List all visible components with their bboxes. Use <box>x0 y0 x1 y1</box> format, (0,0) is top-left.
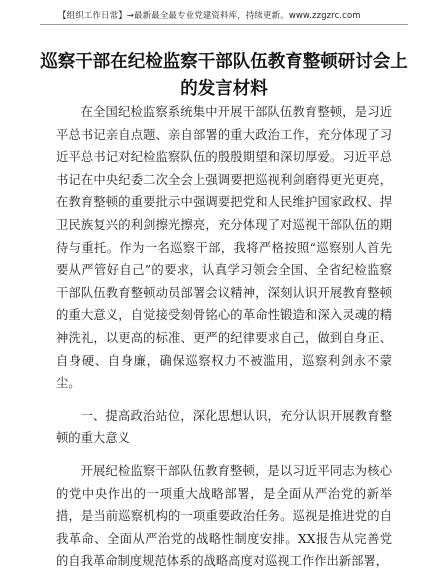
section-heading-1: 一、提高政治站位，深化思想认识，充分认识开展教育整顿的重大意义 <box>56 408 392 446</box>
document-title: 巡察干部在纪检监察干部队伍教育整顿研讨会上的发言材料 <box>40 52 408 99</box>
document-body <box>56 101 392 573</box>
body-paragraph-1: 在全国纪检监察系统集中开展干部队伍教育整顿，是习近平总书记亲自点题、亲自部署的重大政治工作，充分体现了习近平总书记对纪检监察队伍的殷殷期望和深切厚爱。习近平总书记在中央纪委二次全会上强调要把巡视利剑磨得更光更亮，在教育整顿的重要批示中强调要把党和人民维护国家政权、捍卫民族复兴的利剑擦光擦亮，充分体现了对巡视干部队伍的期待与重托。作为一名巡察干部，我将严格按照“巡察别人首先要从严管好自己”的要求，认真学习领会全国、全省纪检监察干部队伍教育整顿动员部署会议精神，深刻认识开展教育整顿的重大意义，自觉接受刻骨铭心的革命性锻造和深入灵魂的精神洗礼，以更高的标准、更严的纪律要求自己，做到自身正、自身硬、自身廉，确保巡察权力不被滥用，巡察利剑永不蒙尘。 <box>56 105 392 391</box>
header-banner: 【组织工作日常】→最新最全最专业党建资料库，持续更新。www.zzgzrc.com <box>58 11 361 21</box>
header-divider <box>40 24 408 25</box>
body-paragraph-2: 开展纪检监察干部队伍教育整顿，是以习近平同志为核心的党中央作出的一项重大战略部署，是全面从严治党的新举措，是当前巡察机构的一项重要政治任务。巡视是推进党的自我革命、全面从严治党的战略性制度安排。XX报告从完善党的自我革命制度规范体系的战略高度对巡视工作作出新部署， <box>56 463 392 569</box>
